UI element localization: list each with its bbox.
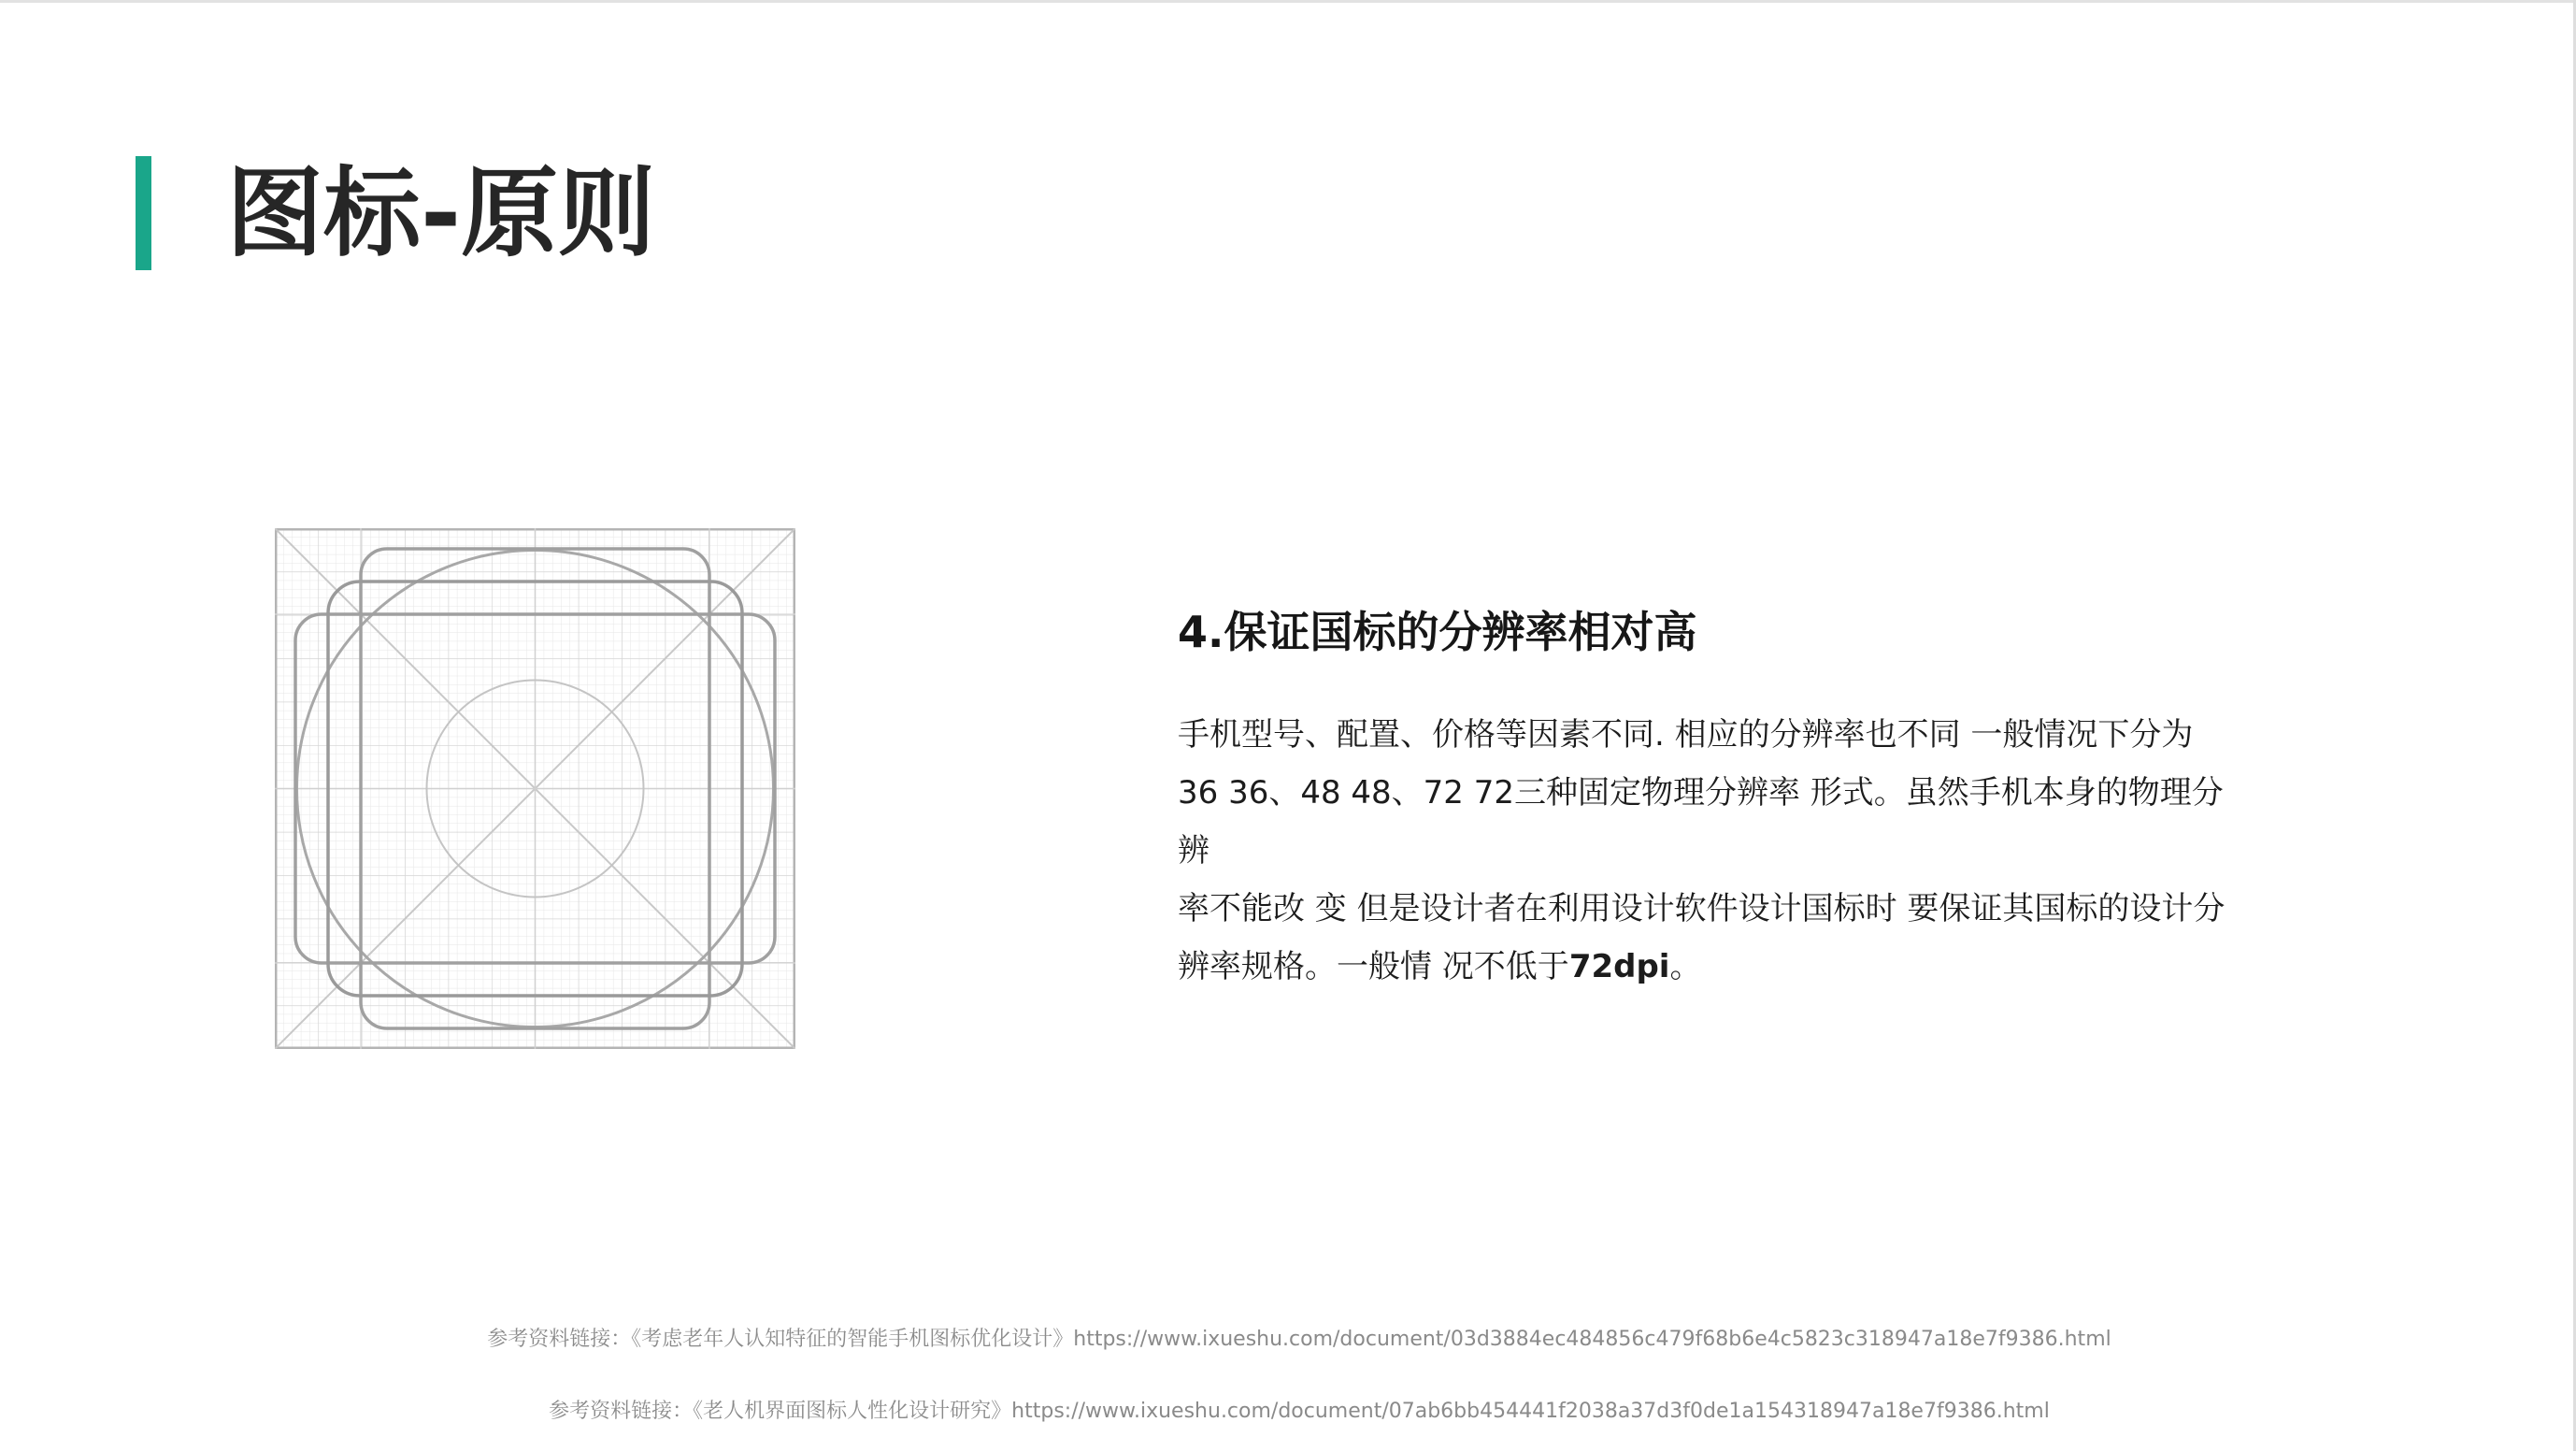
body-line: 手机型号、配置、价格等因素不同. 相应的分辨率也不同 一般情况下分为: [1178, 716, 2194, 754]
body-tail: 。: [1669, 948, 1702, 985]
body-line: 率不能改 变 但是设计者在利用设计软件设计国标时 要保证其国标的设计分: [1178, 890, 2225, 927]
top-divider: [0, 0, 2576, 3]
page-title: 图标-原则: [226, 156, 656, 270]
body-line: 辨率规格。一般情 况不低于: [1178, 948, 1569, 985]
reference-link[interactable]: 参考资料链接：《老人机界面图标人性化设计研究》https://www.ixueshu.com/document/07ab6bb454441f2038a37d3f0de1a154318947a18e7f9386.html: [549, 1400, 2050, 1423]
body-emphasis: 72dpi: [1568, 948, 1670, 985]
icon-keyline-grid-figure: [275, 528, 795, 1049]
section-body: [1178, 706, 2253, 996]
title-accent-bar: [136, 156, 151, 270]
section-heading: 4.保证国标的分辨率相对高: [1178, 607, 1697, 657]
body-line: 36 36、48 48、72 72三种固定物理分辨率 形式。虽然手机本身的物理分辨: [1178, 774, 2224, 869]
reference-link[interactable]: 参考资料链接：《考虑老年人认知特征的智能手机图标优化设计》https://www.ixueshu.com/document/03d3884ec484856c479f68b6e4c5823c318947a18e7f9386.html: [487, 1328, 2111, 1351]
